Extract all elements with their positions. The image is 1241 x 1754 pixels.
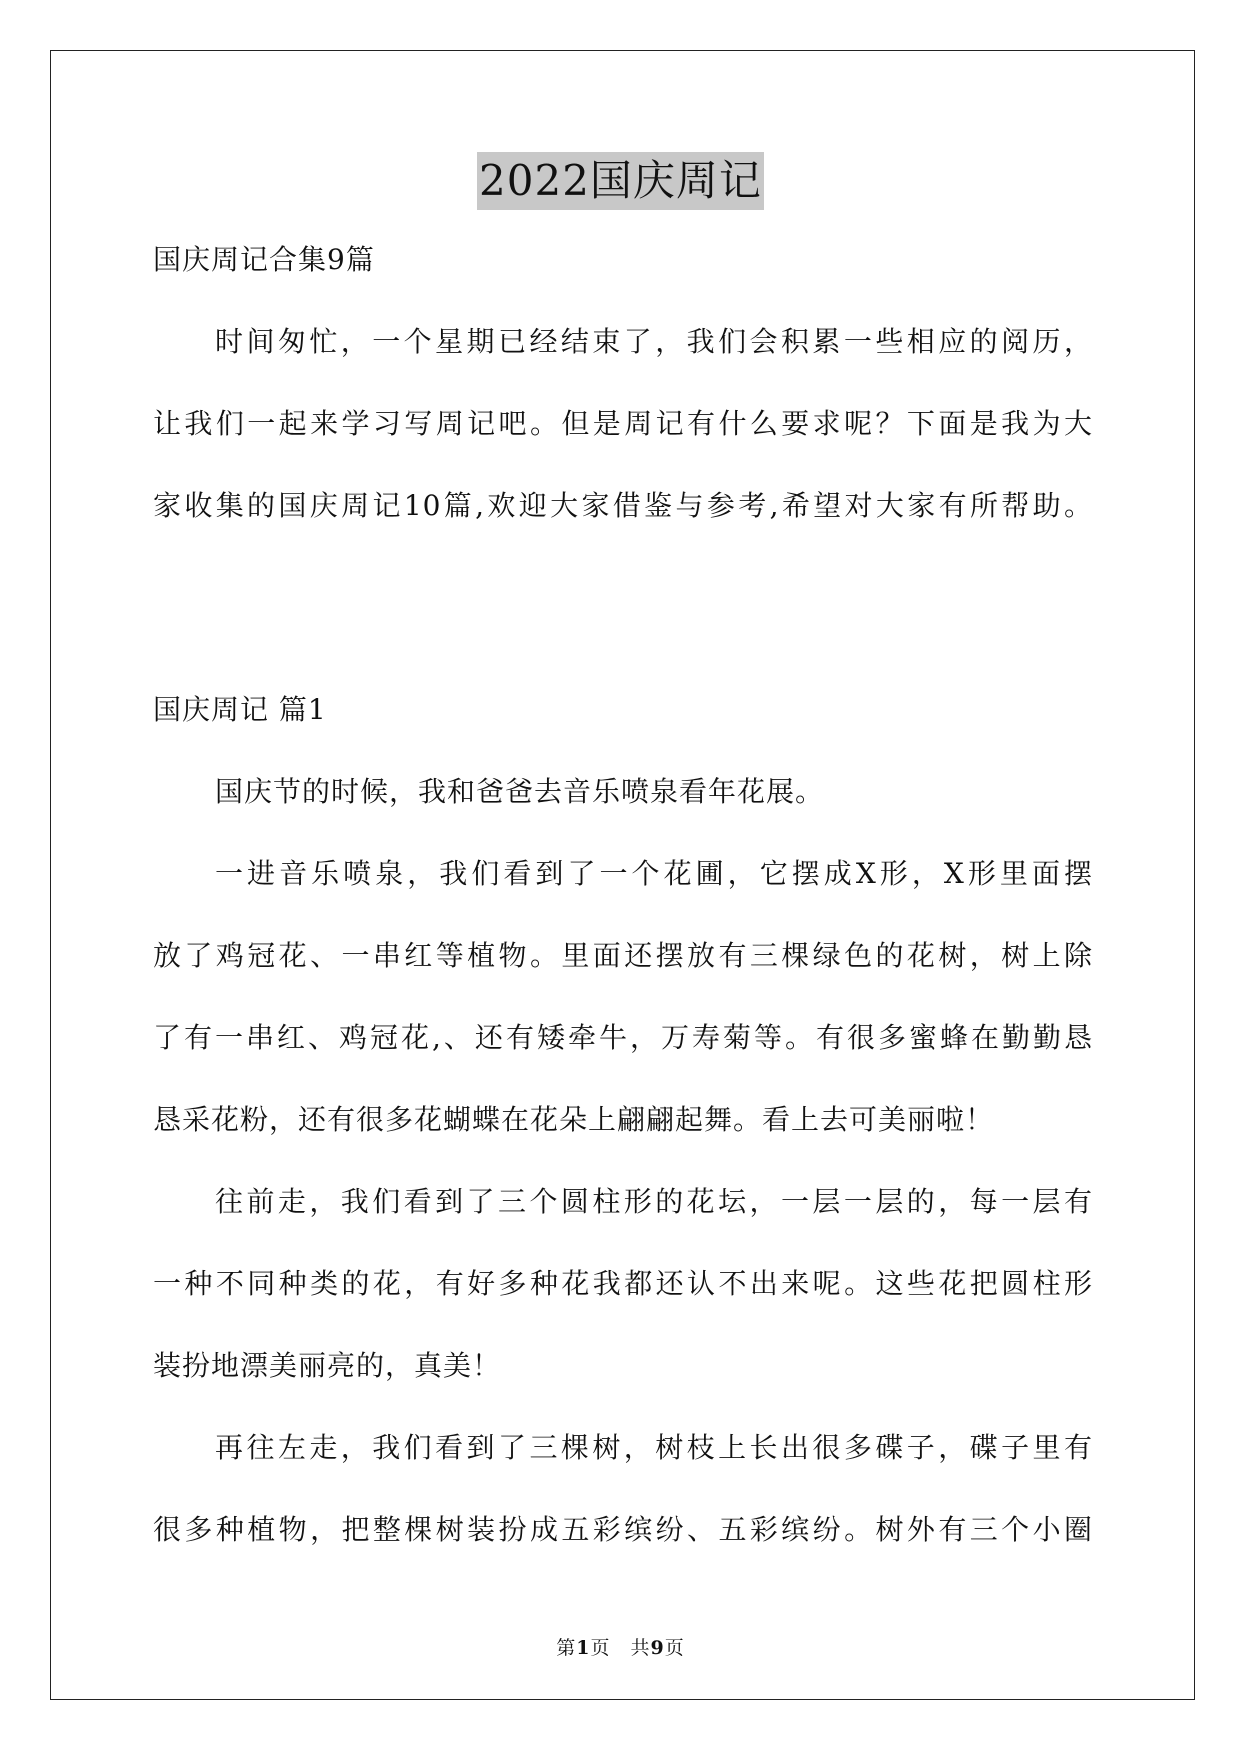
- body-line: 了有一串红、鸡冠花,、还有矮牵牛，万寿菊等。有很多蜜蜂在勤勤恳: [153, 1021, 1093, 1054]
- title-wrap: [0, 152, 1241, 210]
- page-footer: [0, 1633, 1241, 1660]
- section-heading: 国庆周记 篇1: [153, 693, 327, 726]
- document-body: [153, 235, 1093, 1587]
- body-line: 国庆周记合集9篇: [153, 243, 375, 276]
- body-line: 国庆节的时候，我和爸爸去音乐喷泉看年花展。: [215, 775, 825, 808]
- footer-prefix: 第: [556, 1637, 577, 1659]
- body-line: 装扮地漂美丽亮的，真美！: [153, 1349, 502, 1382]
- body-line: 很多种植物，把整棵树装扮成五彩缤纷、五彩缤纷。树外有三个小圈: [153, 1513, 1093, 1546]
- footer-total-pages: 9: [650, 1637, 665, 1659]
- body-line: 再往左走，我们看到了三棵树，树枝上长出很多碟子，碟子里有: [215, 1431, 1093, 1464]
- body-line: 放了鸡冠花、一串红等植物。里面还摆放有三棵绿色的花树，树上除: [153, 939, 1093, 972]
- footer-page-number: 1: [576, 1637, 591, 1659]
- footer-mid: 页 共: [590, 1637, 651, 1659]
- body-line: 让我们一起来学习写周记吧。但是周记有什么要求呢？下面是我为大: [153, 407, 1093, 440]
- footer-suffix: 页: [664, 1637, 685, 1659]
- body-line: 一进音乐喷泉，我们看到了一个花圃，它摆成X形，X形里面摆: [215, 857, 1093, 890]
- body-line: 家收集的国庆周记10篇,欢迎大家借鉴与参考,希望对大家有所帮助。: [153, 489, 1093, 522]
- document-title: 2022国庆周记: [477, 152, 764, 210]
- body-line: 一种不同种类的花，有好多种花我都还认不出来呢。这些花把圆柱形: [153, 1267, 1093, 1300]
- body-line: 恳采花粉，还有很多花蝴蝶在花朵上翩翩起舞。看上去可美丽啦！: [153, 1103, 995, 1136]
- body-line: 时间匆忙，一个星期已经结束了，我们会积累一些相应的阅历，: [215, 325, 1093, 358]
- blank-line: [153, 563, 1093, 685]
- body-line: 往前走，我们看到了三个圆柱形的花坛，一层一层的，每一层有: [215, 1185, 1093, 1218]
